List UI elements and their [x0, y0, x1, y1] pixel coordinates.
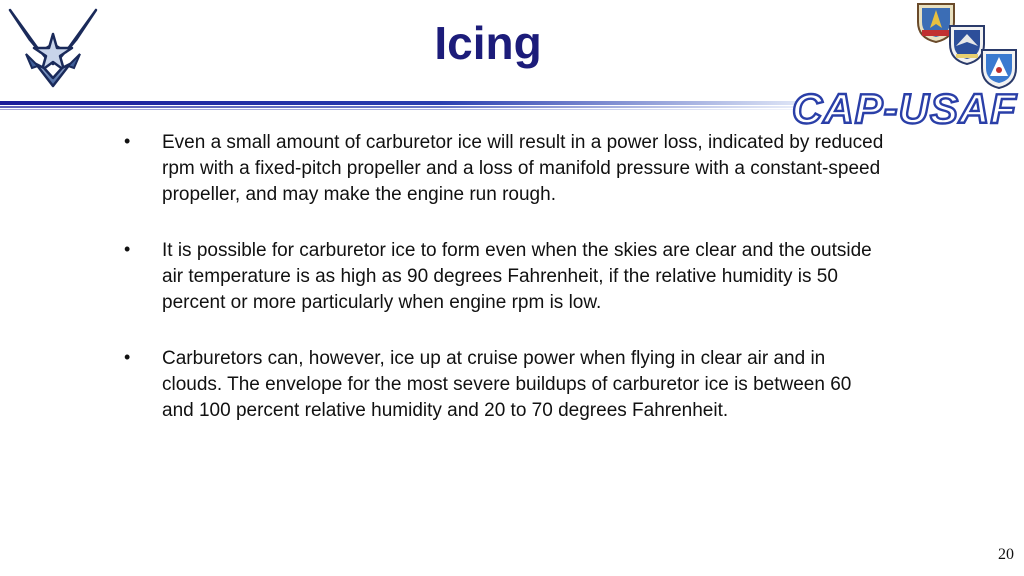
bullet-text: Carburetors can, however, ice up at cruise power when flying in clear air and in clouds. The envelope for the most severe buildups of carburetor ice is between 60 and 100 percent relative humidity and 20 to 70 degrees Fahrenheit. — [162, 348, 852, 421]
cap-usaf-text: CAP-USAF — [792, 85, 1017, 131]
bullet-marker: • — [124, 347, 131, 367]
bullet-list — [124, 130, 884, 454]
bullet-marker: • — [124, 131, 131, 151]
page-number: 20 — [998, 546, 1014, 563]
slide-title: Icing — [434, 17, 542, 69]
cap-usaf-wordmark — [790, 83, 1022, 131]
bullet-item — [124, 346, 884, 424]
bullet-text: It is possible for carburetor ice to form even when the skies are clear and the outside air temperature is as high as 90 degrees Fahrenheit, if the relative humidity is 50 percent or more particularly when engine rpm is low. — [162, 240, 872, 313]
bullet-marker: • — [124, 239, 131, 259]
unit-crests — [914, 2, 1020, 92]
bullet-text: Even a small amount of carburetor ice will result in a power loss, indicated by reduced rpm with a fixed-pitch propeller and a loss of manifold pressure with a constant-speed propeller, and may make the engine run rough. — [162, 132, 884, 205]
bullet-item — [124, 130, 884, 208]
title-divider — [0, 101, 800, 111]
bullet-item — [124, 238, 884, 316]
